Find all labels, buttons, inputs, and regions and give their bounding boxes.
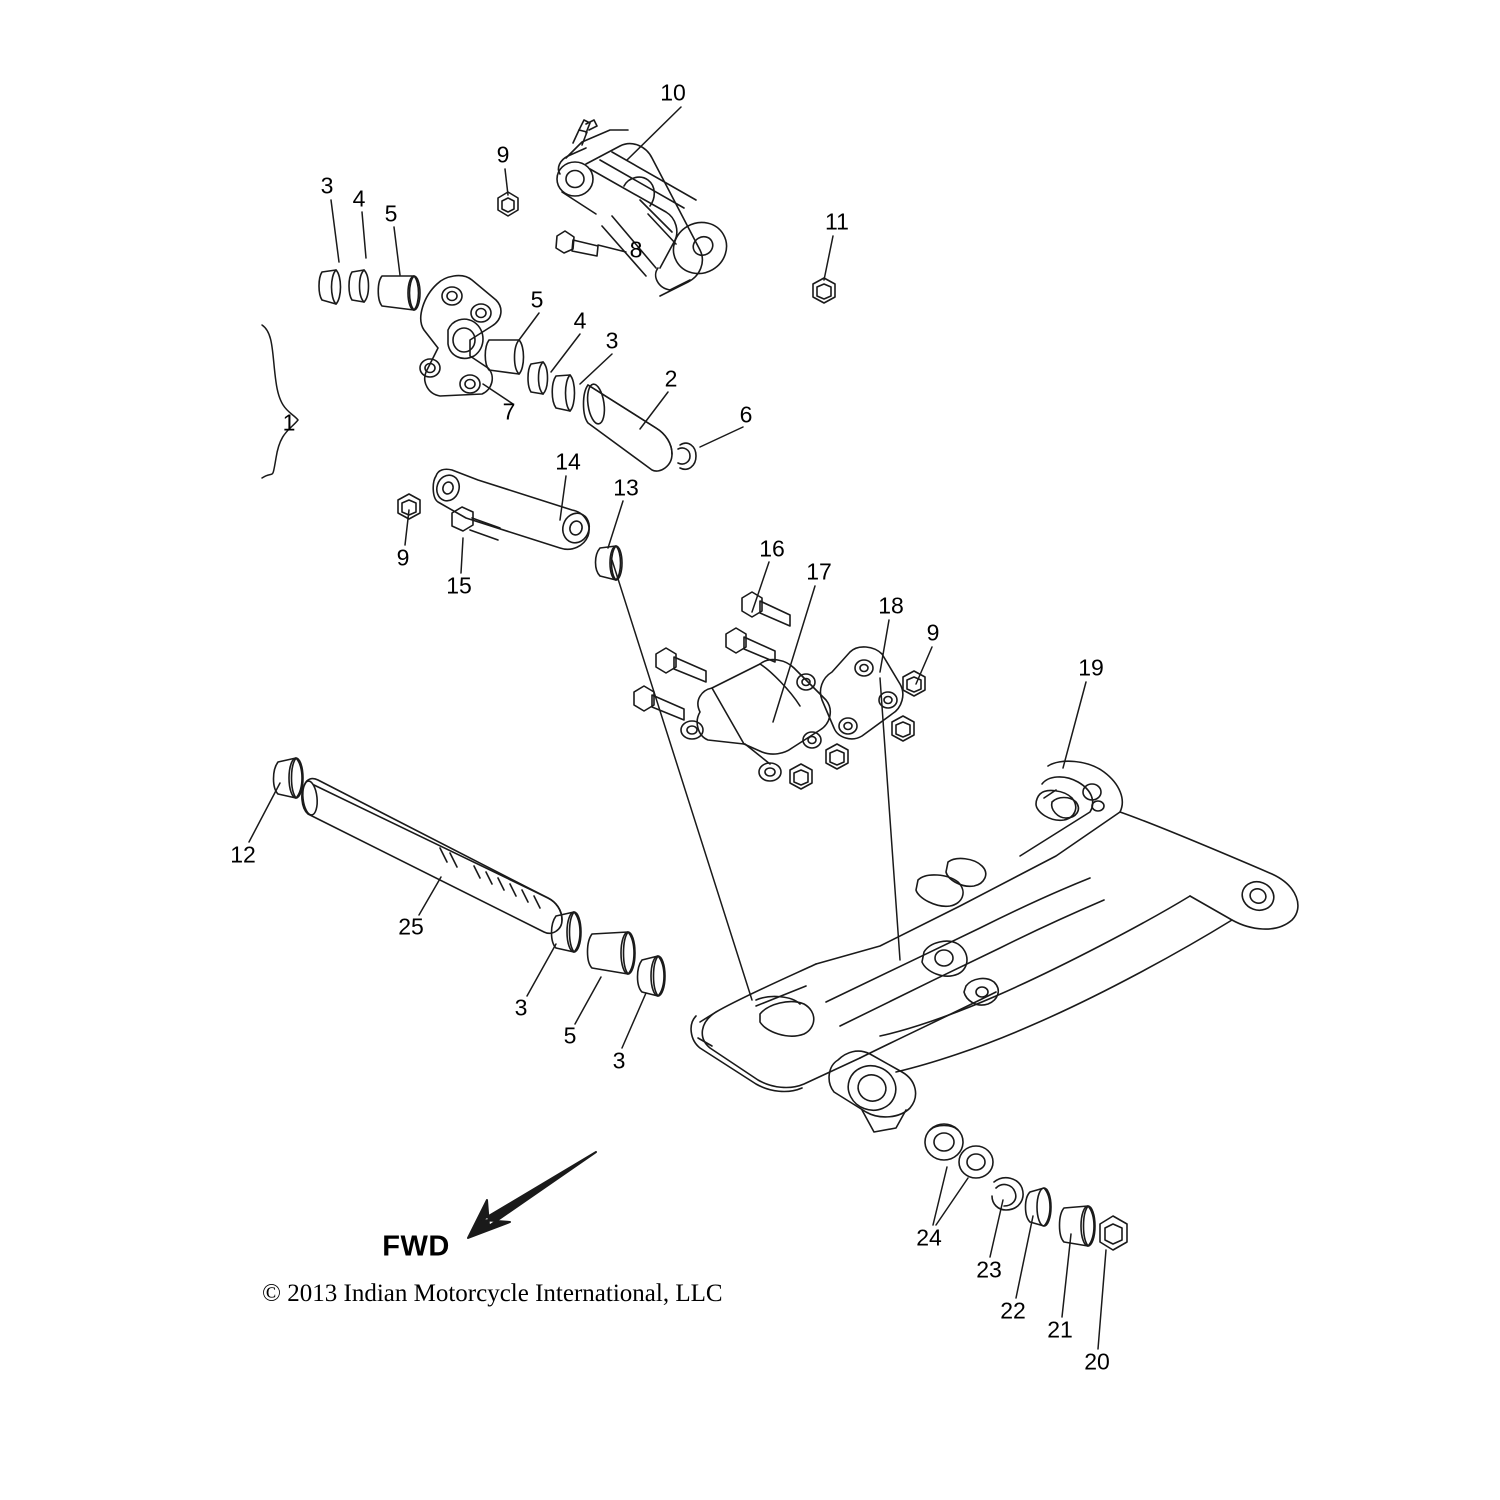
callout-3-d: 3 — [612, 1047, 626, 1074]
part-nut-9-left — [398, 494, 420, 519]
part-shock-absorber — [557, 120, 736, 296]
callout-13: 13 — [613, 474, 639, 501]
callout-24: 24 — [916, 1224, 942, 1251]
callout-15: 15 — [446, 572, 472, 599]
callout-3-c: 3 — [514, 994, 528, 1021]
part-bushing-13 — [596, 546, 623, 580]
copyright-symbol: © — [262, 1280, 281, 1307]
callout-8: 8 — [629, 236, 643, 263]
callout-17: 17 — [806, 558, 832, 585]
callout-6: 6 — [739, 401, 753, 428]
copyright-notice — [262, 1280, 723, 1308]
part-bracket-17 — [681, 660, 830, 781]
callout-5-a: 5 — [384, 200, 398, 227]
callout-12: 12 — [230, 841, 256, 868]
callout-11: 11 — [825, 208, 849, 235]
callout-4-a: 4 — [352, 185, 366, 212]
callout-2: 2 — [664, 365, 678, 392]
part-link-rod — [433, 469, 593, 549]
callout-21: 21 — [1047, 1316, 1073, 1343]
callout-9-right: 9 — [926, 619, 940, 646]
callout-23: 23 — [976, 1256, 1002, 1283]
callout-9-left: 9 — [396, 544, 410, 571]
callout-5-b: 5 — [530, 286, 544, 313]
callout-9-top: 9 — [496, 141, 510, 168]
callout-10: 10 — [660, 79, 686, 106]
callout-22: 22 — [1000, 1297, 1026, 1324]
fwd-label: FWD — [382, 1230, 450, 1263]
callout-25: 25 — [398, 913, 424, 940]
part-pivot-shaft-25 — [301, 779, 562, 934]
part-bearing-stack-left — [319, 270, 420, 310]
part-rocker-link — [420, 276, 501, 396]
part-bearing-stack-right — [485, 340, 574, 411]
callout-1: 1 — [282, 409, 296, 436]
callout-14: 14 — [555, 448, 581, 475]
callout-16: 16 — [759, 535, 785, 562]
part-bearing-stack-lower — [552, 912, 666, 996]
callout-19: 19 — [1078, 654, 1104, 681]
callout-3-a: 3 — [320, 172, 334, 199]
part-swing-arm-19 — [691, 761, 1298, 1132]
part-bracket-18 — [820, 647, 902, 739]
copyright-text: 2013 Indian Motorcycle International, LLC — [287, 1280, 723, 1307]
part-seal-12 — [274, 758, 304, 798]
fwd-arrow — [468, 1152, 596, 1238]
callout-18: 18 — [878, 592, 904, 619]
part-nut-11 — [813, 278, 835, 303]
part-bolt-8 — [556, 231, 598, 256]
callout-7: 7 — [502, 398, 516, 425]
callout-5-c: 5 — [563, 1022, 577, 1049]
part-axle-hardware — [925, 1124, 1127, 1250]
callout-4-b: 4 — [573, 307, 587, 334]
part-pivot-tube — [584, 383, 697, 471]
callout-20: 20 — [1084, 1348, 1110, 1375]
callout-3-b: 3 — [605, 327, 619, 354]
